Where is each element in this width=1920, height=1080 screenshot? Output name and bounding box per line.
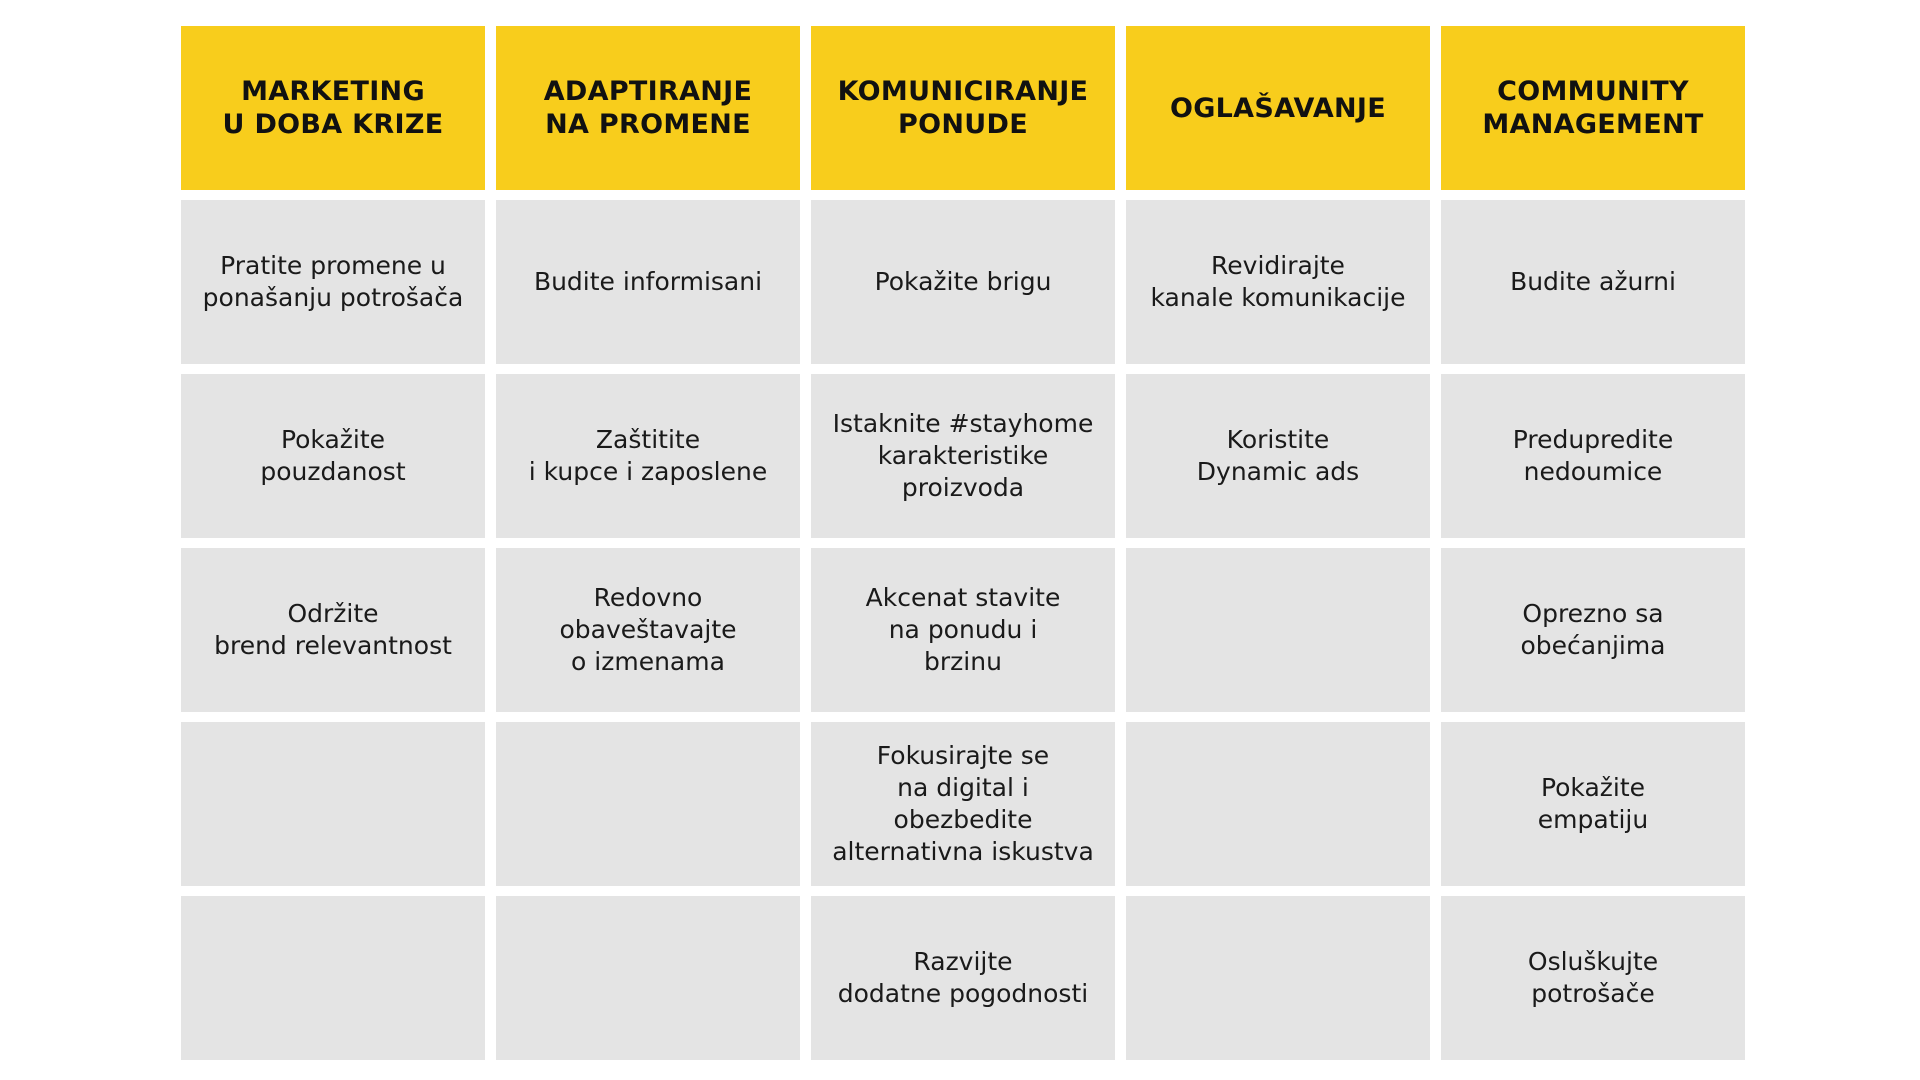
- grid-cell-r3-c5: Oprezno sa obećanjima: [1441, 548, 1745, 712]
- grid-cell-r5-c4: [1126, 896, 1430, 1060]
- header-oglasavanje: OGLAŠAVANJE: [1126, 26, 1430, 190]
- header-komuniciranje-ponude: KOMUNICIRANJE PONUDE: [811, 26, 1115, 190]
- grid-cell-r1-c3: Pokažite brigu: [811, 200, 1115, 364]
- grid-cell-r3-c4: [1126, 548, 1430, 712]
- grid-cell-r2-c2: Zaštitite i kupce i zaposlene: [496, 374, 800, 538]
- grid-cell-r3-c3: Akcenat stavite na ponudu i brzinu: [811, 548, 1115, 712]
- header-adaptiranje-na-promene: ADAPTIRANJE NA PROMENE: [496, 26, 800, 190]
- grid-cell-r5-c3: Razvijte dodatne pogodnosti: [811, 896, 1115, 1060]
- grid-cell-r2-c5: Predupredite nedoumice: [1441, 374, 1745, 538]
- grid-cell-r5-c2: [496, 896, 800, 1060]
- header-community-management: COMMUNITY MANAGEMENT: [1441, 26, 1745, 190]
- grid-cell-r4-c3: Fokusirajte se na digital i obezbedite alternativna iskustva: [811, 722, 1115, 886]
- grid-cell-r4-c1: [181, 722, 485, 886]
- grid-cell-r1-c5: Budite ažurni: [1441, 200, 1745, 364]
- grid-cell-r2-c1: Pokažite pouzdanost: [181, 374, 485, 538]
- grid-cell-r5-c5: Osluškujte potrošače: [1441, 896, 1745, 1060]
- grid-cell-r2-c3: Istaknite #stayhome karakteristike proizvoda: [811, 374, 1115, 538]
- grid-cell-r3-c1: Održite brend relevantnost: [181, 548, 485, 712]
- grid-cell-r4-c4: [1126, 722, 1430, 886]
- grid-cell-r1-c1: Pratite promene u ponašanju potrošača: [181, 200, 485, 364]
- grid-cell-r1-c4: Revidirajte kanale komunikacije: [1126, 200, 1430, 364]
- grid-cell-r4-c2: [496, 722, 800, 886]
- strategy-grid: [181, 26, 1748, 1060]
- grid-cell-r5-c1: [181, 896, 485, 1060]
- grid-cell-r2-c4: Koristite Dynamic ads: [1126, 374, 1430, 538]
- header-marketing-u-doba-krize: MARKETING U DOBA KRIZE: [181, 26, 485, 190]
- grid-cell-r4-c5: Pokažite empatiju: [1441, 722, 1745, 886]
- grid-cell-r3-c2: Redovno obaveštavajte o izmenama: [496, 548, 800, 712]
- grid-cell-r1-c2: Budite informisani: [496, 200, 800, 364]
